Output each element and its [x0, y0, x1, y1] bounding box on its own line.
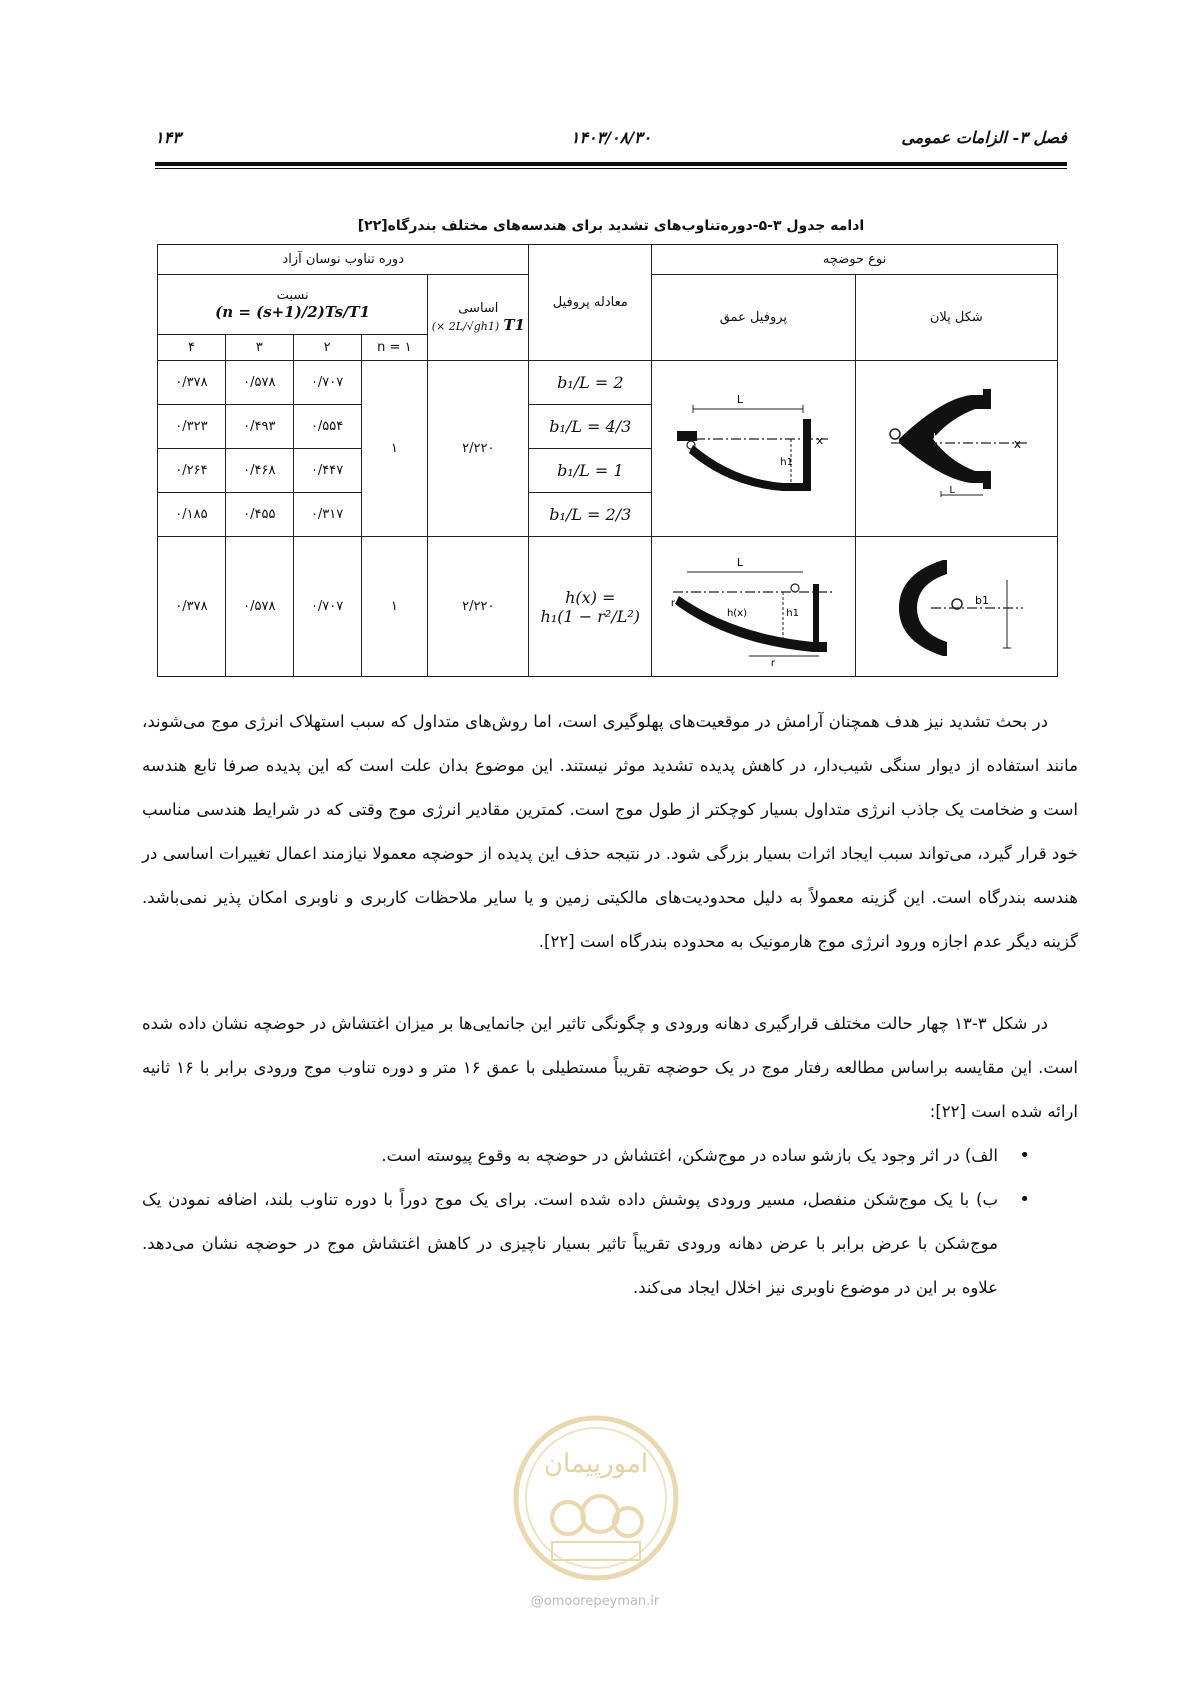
body-paragraph-1: در بحث تشدید نیز هدف همچنان آرامش در موقعیت‌های پهلوگیری است، اما روش‌های متداول که سبب استهلاک انرژی موج می‌شوند، مانند استفاده از دیوار سنگی شیب‌دار، در کاهش پدیده تشدید موثر نیستند. این موضوع بدان علت است که این پدیده صرفا تابع هندسه است و ضخامت یک جاذب انرژی متداول بسیار کوچکتر از طول موج است. کمترین مقادیر انرژی موج وقتی که در شرایط هندسی مناسب خود قرار گیرد، می‌تواند سبب ایجاد اثرات بسیار بزرگی شود. در نتیجه حذف این پدیده از حوضچه معمولا نیازمند اعمال تغییرات اساسی در هندسه بندرگاه است. این گزینه معمولاً به دلیل محدودیت‌های مالکیتی زمین و یا سایر ملاحظات کاربری و ناوبری امکان پذیر نمی‌باشد. گزینه دیگر عدم اجازه ورود انرژی موج هارمونیک به محدوده بندرگاه است [۲۲]. — [142, 712, 1078, 951]
svg-text:b1: b1 — [933, 430, 948, 444]
bullet-item-a: • الف) در اثر وجود یک بازشو ساده در موج‌شکن، اغتشاش در حوضچه به وقوع پیوسته است. — [142, 1134, 1042, 1178]
svg-text:L: L — [737, 392, 744, 406]
plan-shape-header: شکل پلان — [855, 275, 1057, 361]
r-label: r — [671, 597, 676, 609]
svg-text:h1: h1 — [786, 607, 800, 619]
header-date: ۱۴۰۳/۰۸/۳۰ — [570, 128, 652, 147]
resonance-table — [157, 244, 1058, 677]
equation-row-5: h(x) = h₁(1 − r²/L²) — [529, 537, 652, 677]
fundamental-value-1: ۲/۲۲۰ — [428, 361, 529, 537]
svg-text:x: x — [816, 433, 824, 447]
depth-profile-figure-1 — [663, 379, 843, 519]
equation-row-4: b₁/L = 2/3 — [529, 493, 652, 537]
bullet-list — [142, 1134, 1042, 1310]
page-number: ۱۴۳ — [155, 128, 181, 147]
ratio-label: نسبت — [276, 288, 309, 303]
header-rule-thick — [155, 162, 1067, 166]
cell-n3: ۰/۵۷۸ — [225, 537, 293, 677]
fundamental-value-2: ۲/۲۲۰ — [428, 537, 529, 677]
equation-row-1: b₁/L = 2 — [529, 361, 652, 405]
svg-text:h(x): h(x) — [727, 607, 748, 619]
cell-n4: ۰/۳۷۸ — [158, 361, 226, 405]
svg-text:h1: h1 — [780, 456, 794, 468]
n-col-1: n = ۱ — [361, 335, 428, 361]
cell-n4: ۰/۳۷۸ — [158, 537, 226, 677]
cell-n2: ۰/۳۱۷ — [293, 493, 361, 537]
ratio-header — [158, 275, 428, 335]
svg-text:b1: b1 — [975, 593, 990, 607]
cell-n2: ۰/۴۴۷ — [293, 449, 361, 493]
n1-value-1: ۱ — [361, 361, 428, 537]
fundamental-header — [428, 275, 529, 361]
n1-value-2: ۱ — [361, 537, 428, 677]
cell-n2: ۰/۷۰۷ — [293, 361, 361, 405]
table-caption: ادامه جدول ۳-۵-دوره‌تناوب‌های تشدید برای هندسه‌های مختلف بندرگاه[۲۲] — [357, 218, 865, 234]
cell-n3: ۰/۵۷۸ — [225, 361, 293, 405]
l-label: L — [949, 484, 956, 496]
watermark-url: @omoorepeyman.ir — [530, 1594, 660, 1609]
watermark-logo — [512, 1414, 680, 1582]
cell-n4: ۰/۲۶۴ — [158, 449, 226, 493]
n-col-2: ۲ — [293, 335, 361, 361]
cell-n4: ۰/۳۲۳ — [158, 405, 226, 449]
svg-text:L: L — [737, 555, 744, 569]
n-col-4: ۴ — [158, 335, 226, 361]
cell-n2: ۰/۷۰۷ — [293, 537, 361, 677]
x-label: x — [1014, 436, 1022, 451]
t1-formula: (× 2L/√gh1) — [431, 320, 500, 333]
bullet-item-b: • ب) با یک موج‌شکن منفصل، مسیر ورودی پوشش داده شده است. برای یک موج دوراً با دوره تناوب بلند، اضافه نمودن یک موج‌شکن با عرض برابر با عرض دهانه ورودی تقریباً تاثیر بسیار ناچیزی در کاهش اغتشاش موج در حوضچه نشان می‌دهد. علاوه بر این در موضوع ناوبری نیز اخلال ایجاد می‌کند. — [142, 1178, 1042, 1310]
header-rule-thin — [155, 168, 1067, 169]
cell-n3: ۰/۴۹۳ — [225, 405, 293, 449]
plan-figure-cell-2 — [855, 537, 1057, 677]
page-header — [155, 128, 1067, 158]
logo-text: امورپیمان — [543, 1449, 649, 1479]
cell-n4: ۰/۱۸۵ — [158, 493, 226, 537]
cell-n3: ۰/۴۶۸ — [225, 449, 293, 493]
plan-shape-figure-2 — [871, 542, 1041, 672]
chapter-title: فصل ۳- الزامات عمومی — [901, 128, 1067, 147]
basin-type-header: نوع حوضچه — [652, 245, 1058, 275]
n-col-3: ۳ — [225, 335, 293, 361]
profile-figure-cell-2 — [652, 537, 855, 677]
profile-equation-header: معادله پروفیل — [529, 245, 652, 361]
body-paragraph-2: در شکل ۳-۱۳ چهار حالت مختلف قرارگیری دهانه ورودی و چگونگی تاثیر این جانمایی‌ها بر میزان اغتشاش در حوضچه نشان داده شده است. این مقایسه براساس مطالعه رفتار موج در یک حوضچه تقریباً مستطیلی با عمق ۱۶ متر و دوره تناوب موج ورودی برابر با ۱۶ ثانیه ارائه شده است [۲۲]: — [142, 1014, 1078, 1121]
equation-row-3: b₁/L = 1 — [529, 449, 652, 493]
profile-figure-cell-1 — [652, 361, 855, 537]
plan-shape-figure-1 — [871, 379, 1041, 519]
ratio-formula: (n = (s+1)/2)Ts/T1 — [215, 303, 371, 321]
fundamental-label: اساسی — [458, 301, 499, 316]
equation-row-2: b₁/L = 4/3 — [529, 405, 652, 449]
t1-symbol: T1 — [503, 316, 525, 334]
svg-text:r: r — [771, 657, 776, 669]
depth-profile-header: پروفیل عمق — [652, 275, 855, 361]
depth-profile-figure-2 — [663, 542, 843, 672]
plan-figure-cell-1 — [855, 361, 1057, 537]
cell-n3: ۰/۴۵۵ — [225, 493, 293, 537]
period-group-header: دوره تناوب نوسان آزاد — [158, 245, 529, 275]
cell-n2: ۰/۵۵۴ — [293, 405, 361, 449]
